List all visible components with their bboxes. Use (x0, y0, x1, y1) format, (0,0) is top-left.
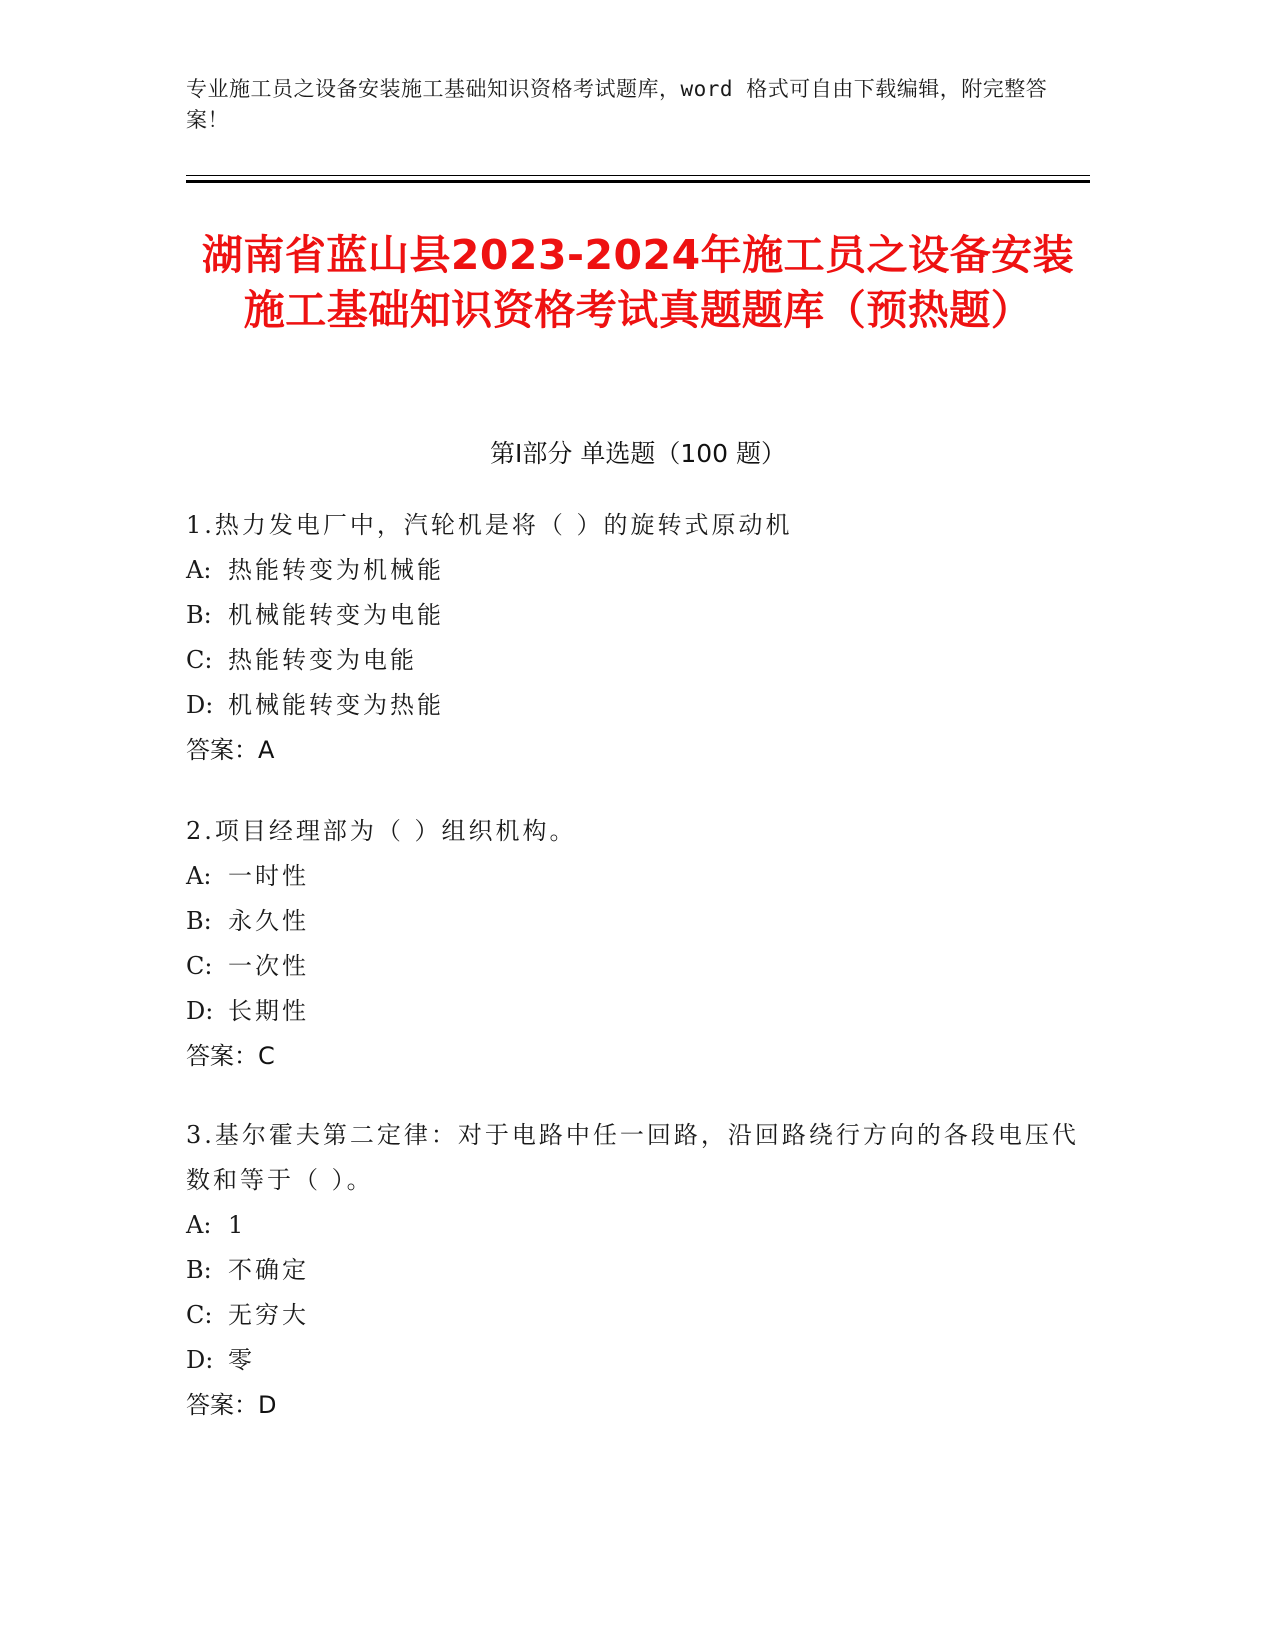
question-stem: 1.热力发电厂中，汽轮机是将（ ）的旋转式原动机 (186, 511, 793, 539)
option-key: B: (186, 907, 212, 935)
option-c (186, 1293, 1090, 1338)
option-key: A: (186, 862, 212, 890)
question-stem: 2.项目经理部为（ ）组织机构。 (186, 817, 577, 845)
option-key: C: (186, 646, 213, 674)
option-key: A: (186, 1211, 212, 1239)
option-key: C: (186, 1301, 213, 1329)
question-1 (186, 503, 1090, 773)
question-2 (186, 809, 1090, 1079)
section-title: 第Ⅰ部分 单选题（100 题） (490, 439, 786, 468)
answer: 答案：C (186, 1042, 275, 1070)
option-b (186, 899, 1090, 944)
option-text: 长期性 (228, 997, 309, 1025)
option-c (186, 944, 1090, 989)
option-b (186, 1248, 1090, 1293)
option-key: B: (186, 1256, 212, 1284)
option-c (186, 638, 1090, 683)
option-d (186, 989, 1090, 1034)
option-a (186, 1203, 1090, 1248)
option-text: 1 (228, 1211, 247, 1239)
option-text: 机械能转变为电能 (228, 601, 444, 629)
header-note: 专业施工员之设备安装施工基础知识资格考试题库，word 格式可自由下载编辑，附完整答案！ (186, 77, 1048, 132)
option-d (186, 683, 1090, 728)
option-key: A: (186, 556, 212, 584)
header-divider-thick (186, 180, 1090, 183)
question-stem: 3.基尔霍夫第二定律：对于电路中任一回路，沿回路绕行方向的各段电压代数和等于（ ）。 (186, 1121, 1079, 1194)
option-d (186, 1338, 1090, 1383)
option-a (186, 854, 1090, 899)
question-3 (186, 1113, 1090, 1428)
option-text: 热能转变为电能 (228, 646, 417, 674)
option-key: B: (186, 601, 212, 629)
option-text: 一时性 (228, 862, 309, 890)
answer: 答案：A (186, 736, 275, 764)
option-key: D: (186, 997, 214, 1025)
option-key: D: (186, 1346, 214, 1374)
option-text: 不确定 (228, 1256, 309, 1284)
option-key: D: (186, 691, 214, 719)
option-text: 机械能转变为热能 (228, 691, 444, 719)
option-text: 热能转变为机械能 (228, 556, 444, 584)
option-text: 一次性 (228, 952, 309, 980)
document-title: 湖南省蓝山县2023-2024年施工员之设备安装施工基础知识资格考试真题题库（预热题） (201, 231, 1075, 334)
option-text: 无穷大 (228, 1301, 309, 1329)
option-key: C: (186, 952, 213, 980)
option-a (186, 548, 1090, 593)
option-text: 零 (228, 1346, 255, 1374)
answer: 答案：D (186, 1391, 277, 1419)
option-text: 永久性 (228, 907, 309, 935)
header-divider-thin (186, 175, 1090, 176)
option-b (186, 593, 1090, 638)
